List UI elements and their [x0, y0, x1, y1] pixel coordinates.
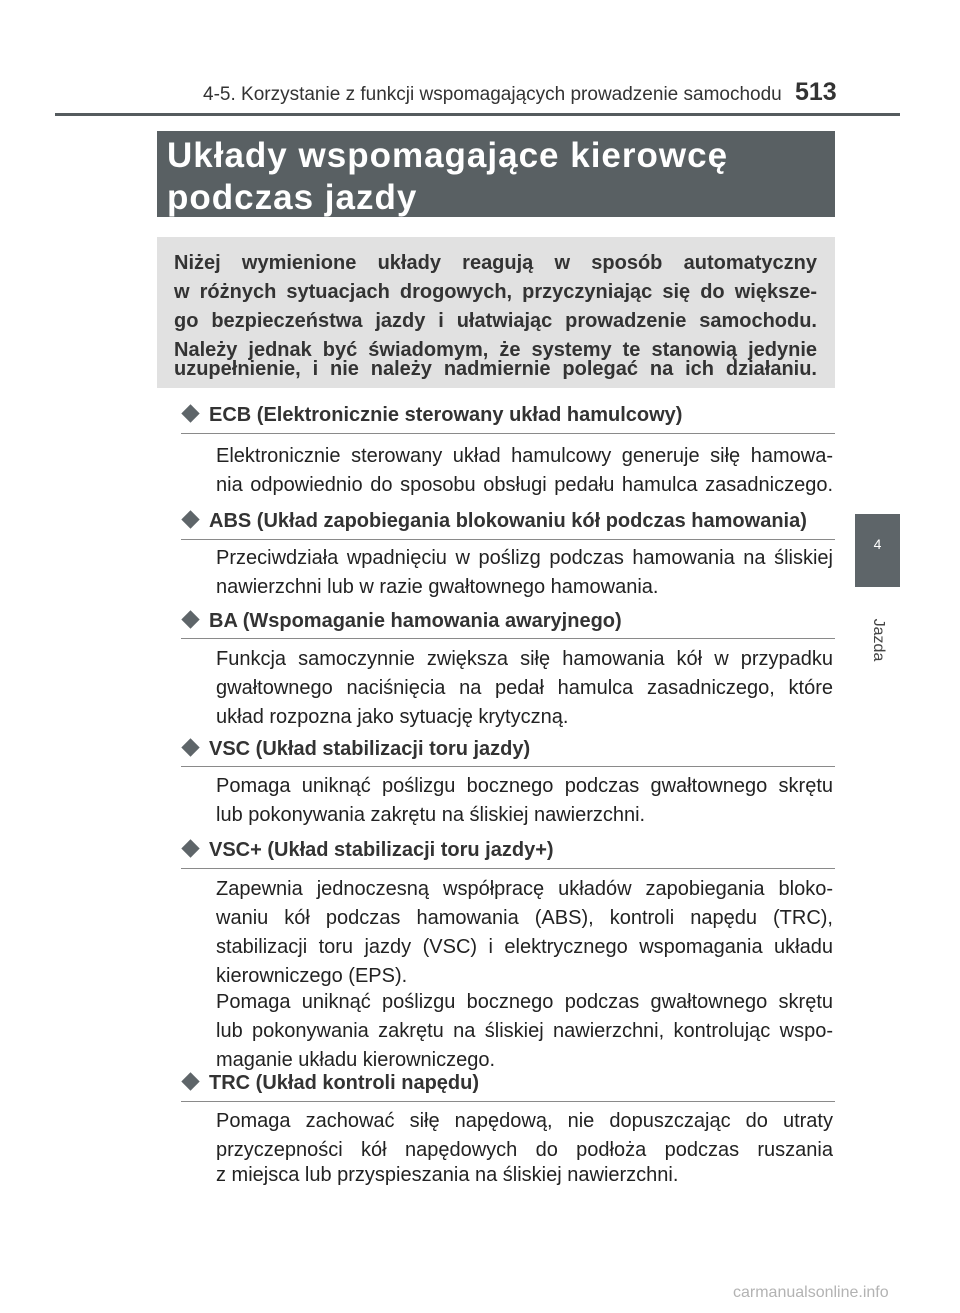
- diamond-bullet-icon: [181, 610, 199, 628]
- body-line: Funkcja samoczynnie zwiększa siłę hamowania kół w przypadku: [216, 648, 833, 670]
- diamond-bullet-icon: [181, 1072, 199, 1090]
- section-heading-text: ECB (Elektronicznie sterowany układ hamulcowy): [209, 404, 683, 426]
- section-heading-text: VSC+ (Układ stabilizacji toru jazdy+): [209, 839, 554, 861]
- chapter-tab: [855, 514, 900, 587]
- page-number: 513: [795, 78, 837, 106]
- body-line: lub pokonywania zakrętu na śliskiej nawierzchni.: [216, 804, 646, 826]
- body-line: nawierzchni lub w razie gwałtownego hamowania.: [216, 576, 659, 598]
- body-line: Elektronicznie sterowany układ hamulcowy generuje siłę hamowa-: [216, 445, 833, 467]
- body-line: waniu kół podczas hamowania (ABS), kontroli napędu (TRC),: [216, 907, 833, 929]
- intro-line: uzupełnienie, i nie należy nadmiernie polegać na ich działaniu.: [174, 358, 817, 380]
- diamond-bullet-icon: [181, 839, 199, 857]
- page-title-line-1: Układy wspomagające kierowcę: [167, 136, 729, 175]
- intro-line: w różnych sytuacjach drogowych, przyczyniając się do większe-: [174, 281, 817, 303]
- section-rule: [181, 433, 835, 434]
- body-line: gwałtownego naciśnięcia na pedał hamulca zasadniczego, które: [216, 677, 833, 699]
- diamond-bullet-icon: [181, 738, 199, 756]
- watermark: carmanualsonline.info: [733, 1284, 889, 1301]
- body-line: Zapewnia jednoczesną współpracę układów zapobiegania bloko-: [216, 878, 833, 900]
- section-heading-text: BA (Wspomaganie hamowania awaryjnego): [209, 610, 622, 632]
- body-line: kierowniczego (EPS).: [216, 965, 408, 987]
- intro-line: go bezpieczeństwa jazdy i ułatwiając prowadzenie samochodu.: [174, 310, 817, 332]
- section-rule: [181, 539, 835, 540]
- section-rule: [181, 766, 835, 767]
- section-heading-ecb: [184, 404, 682, 427]
- running-header-title: 4-5. Korzystanie z funkcji wspomagających prowadzenie samochodu: [203, 84, 782, 105]
- section-heading-text: VSC (Układ stabilizacji toru jazdy): [209, 738, 531, 760]
- body-line: Przeciwdziała wpadnięciu w poślizg podczas hamowania na śliskiej: [216, 547, 833, 569]
- page-title-line-2: podczas jazdy: [167, 178, 418, 217]
- section-rule: [181, 868, 835, 869]
- chapter-label: Jazda: [870, 618, 887, 662]
- intro-box: [157, 237, 835, 388]
- chapter-number: 4: [873, 536, 882, 552]
- title-box: [157, 131, 835, 217]
- intro-line: Należy jednak być świadomym, że systemy te stanowią jedynie: [174, 339, 817, 361]
- body-line: stabilizacji toru jazdy (VSC) i elektrycznego wspomagania układu: [216, 936, 833, 958]
- body-line: przyczepności kół napędowych do podłoża podczas ruszania: [216, 1139, 833, 1161]
- page-title: [167, 135, 728, 219]
- body-line: z miejsca lub przyspieszania na śliskiej nawierzchni.: [216, 1164, 679, 1186]
- intro-line: Niżej wymienione układy reagują w sposób automatyczny: [174, 252, 817, 274]
- section-heading-text: TRC (Układ kontroli napędu): [209, 1072, 479, 1094]
- section-heading-vsc-plus: [184, 839, 554, 862]
- header-rule: [55, 113, 900, 116]
- body-line: Pomaga zachować siłę napędową, nie dopuszczając do utraty: [216, 1110, 833, 1132]
- body-line: lub pokonywania zakrętu na śliskiej nawierzchni, kontrolując wspo-: [216, 1020, 833, 1042]
- diamond-bullet-icon: [181, 404, 199, 422]
- body-line: nia odpowiednio do sposobu obsługi pedału hamulca zasadniczego.: [216, 474, 833, 496]
- body-line: Pomaga uniknąć poślizgu bocznego podczas gwałtownego skrętu: [216, 775, 833, 797]
- body-line: maganie układu kierowniczego.: [216, 1049, 496, 1071]
- diamond-bullet-icon: [181, 510, 199, 528]
- section-rule: [181, 1101, 835, 1102]
- body-line: układ rozpozna jako sytuację krytyczną.: [216, 706, 569, 728]
- section-heading-text: ABS (Układ zapobiegania blokowaniu kół podczas hamowania): [209, 510, 807, 532]
- section-heading-trc: [184, 1072, 479, 1095]
- section-heading-vsc: [184, 738, 530, 761]
- section-heading-abs: [184, 510, 807, 533]
- section-heading-ba: [184, 610, 622, 633]
- body-line: Pomaga uniknąć poślizgu bocznego podczas gwałtownego skrętu: [216, 991, 833, 1013]
- section-rule: [181, 638, 835, 639]
